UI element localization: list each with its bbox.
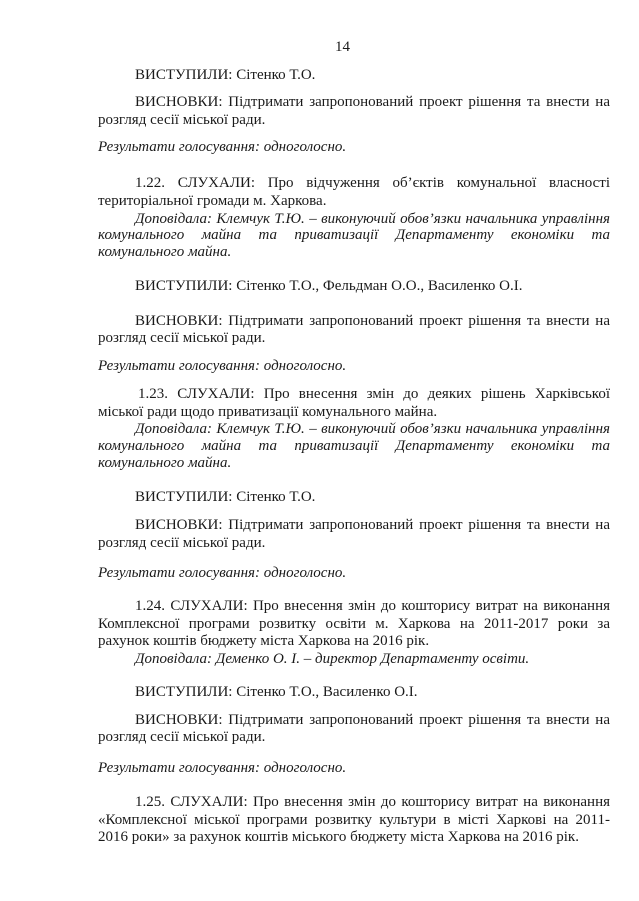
vote-result: Результати голосування: одноголосно. [98, 358, 347, 374]
reporter-line: комунального майна. [98, 455, 232, 471]
reporter-line: комунального майна та приватизації Департаменту економіки та [98, 227, 610, 243]
agenda-item-text: рахунок коштів бюджету міста Харкова на 2016 рік. [98, 633, 430, 649]
conclusion-line: ВИСНОВКИ: Підтримати запропонований проект рішення та внести на [135, 712, 610, 728]
reporter-line: Доповідала: Клемчук Т.Ю. – виконуючий обов’язки начальника управління [135, 421, 610, 437]
agenda-item-1-22: 1.22. СЛУХАЛИ: Про відчуження об’єктів комунальної власності [135, 175, 610, 191]
agenda-item-text: 2016 роки» за рахунок коштів міського бюджету міста Харкова на 2016 рік. [98, 829, 579, 845]
reporter-line: Доповідала: Деменко О. І. – директор Департаменту освіти. [135, 651, 530, 667]
reporter-line: Доповідала: Клемчук Т.Ю. – виконуючий обов’язки начальника управління [135, 211, 610, 227]
agenda-item-1-24: 1.24. СЛУХАЛИ: Про внесення змін до кошторису витрат на виконання [135, 598, 610, 614]
conclusion-line: розгляд сесії міської ради. [98, 330, 266, 346]
speakers-line: ВИСТУПИЛИ: Сітенко Т.О. [135, 67, 316, 83]
vote-result: Результати голосування: одноголосно. [98, 139, 347, 155]
conclusion-line: ВИСНОВКИ: Підтримати запропонований проект рішення та внести на [135, 517, 610, 533]
speakers-line: ВИСТУПИЛИ: Сітенко Т.О., Фельдман О.О., Василенко О.І. [135, 278, 523, 294]
agenda-item-text: «Комплексної міської програми розвитку культури в місті Харкові на 2011- [98, 812, 610, 828]
speakers-line: ВИСТУПИЛИ: Сітенко Т.О., Василенко О.І. [135, 684, 418, 700]
reporter-line: комунального майна та приватизації Департаменту економіки та [98, 438, 610, 454]
vote-result: Результати голосування: одноголосно. [98, 565, 347, 581]
page-number: 14 [335, 39, 350, 55]
agenda-item-text: міської ради щодо приватизації комунального майна. [98, 404, 438, 420]
conclusion-line: ВИСНОВКИ: Підтримати запропонований проект рішення та внести на [135, 94, 610, 110]
agenda-item-text: Комплексної програми розвитку освіти м. Харкова на 2011-2017 роки за [98, 616, 610, 632]
conclusion-line: розгляд сесії міської ради. [98, 535, 266, 551]
speakers-line: ВИСТУПИЛИ: Сітенко Т.О. [135, 489, 316, 505]
conclusion-line: розгляд сесії міської ради. [98, 729, 266, 745]
agenda-item-text: територіальної громади м. Харкова. [98, 193, 327, 209]
agenda-item-1-25: 1.25. СЛУХАЛИ: Про внесення змін до кошторису витрат на виконання [135, 794, 610, 810]
vote-result: Результати голосування: одноголосно. [98, 760, 347, 776]
reporter-line: комунального майна. [98, 244, 232, 260]
conclusion-line: ВИСНОВКИ: Підтримати запропонований проект рішення та внести на [135, 313, 610, 329]
conclusion-line: розгляд сесії міської ради. [98, 112, 266, 128]
agenda-item-1-23: 1.23. СЛУХАЛИ: Про внесення змін до деяких рішень Харківської [138, 386, 610, 402]
